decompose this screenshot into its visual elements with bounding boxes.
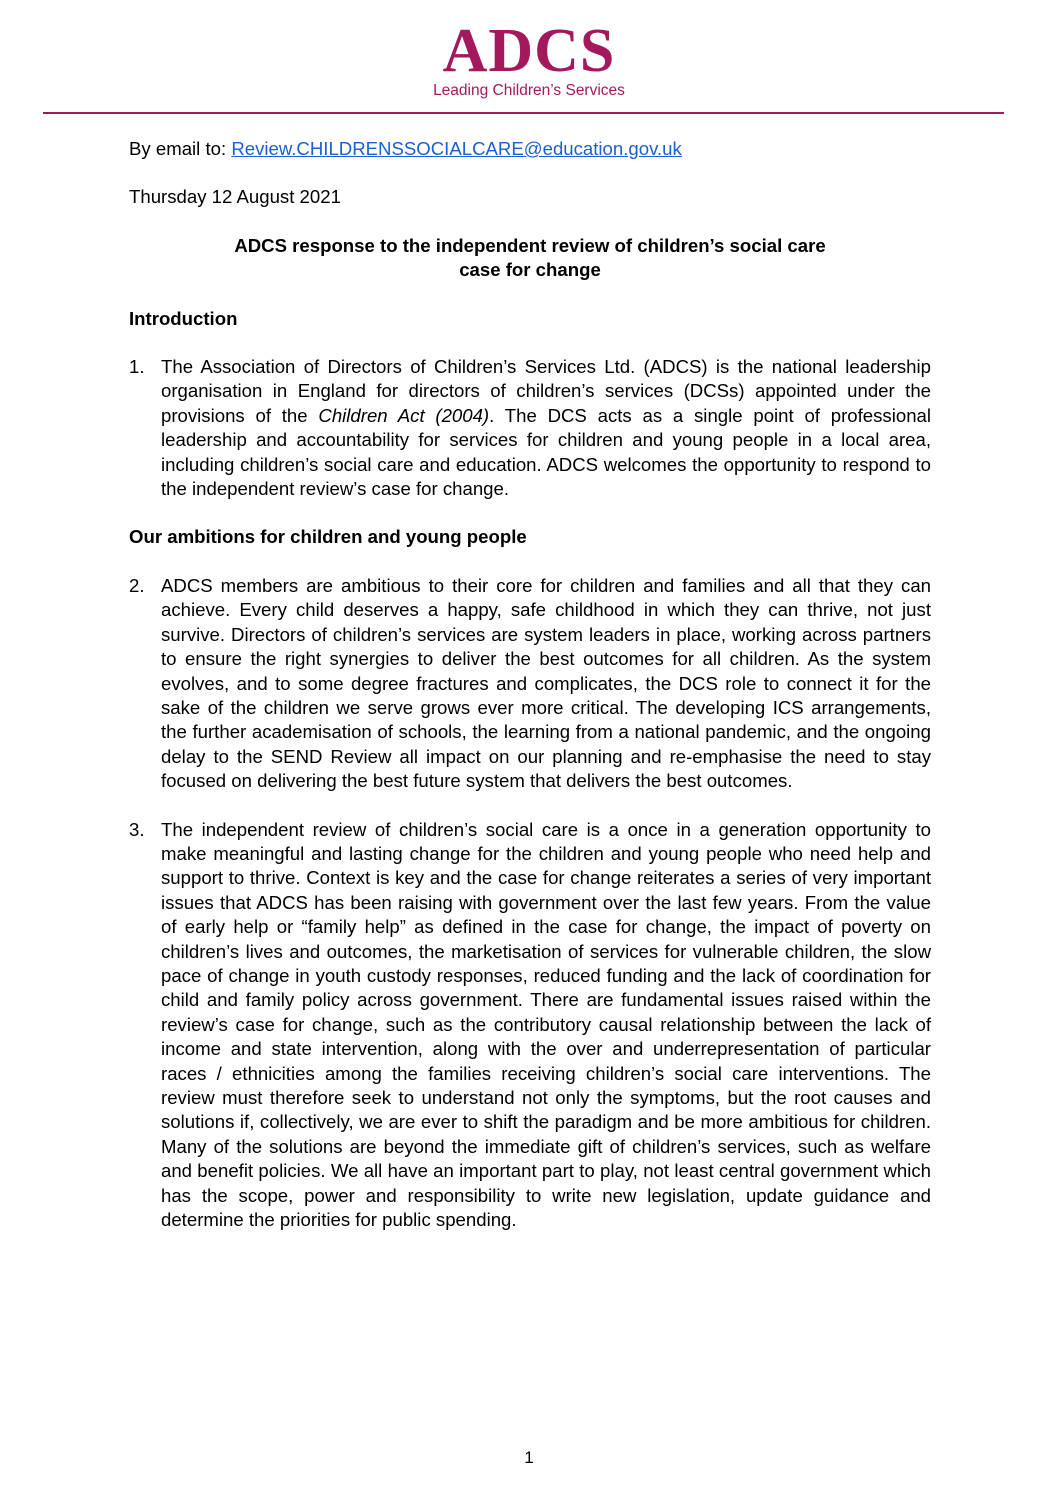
paragraph-text: ADCS members are ambitious to their core for children and families and all that they can achieve. Every child deserves a happy, safe childhood in which they can thrive, not just survive. Directors of children’s services are system leaders in place, working across partners to ensure the right synergies to deliver the best outcomes for all children. As the system evolves, and to some degree fractures and complicates, the DCS role to connect it for the sake of the children we serve grows ever more critical. The developing ICS arrangements, the further academisation of schools, the learning from a national pandemic, and the ongoing delay to the SEND Review all impact on our planning and re-emphasise the need to stay focused on delivering the best future system that delivers the best outcomes. [161, 574, 931, 792]
title-line-1: ADCS response to the independent review of children’s social care [234, 234, 826, 256]
ambitions-heading: Our ambitions for children and young people [129, 526, 527, 548]
email-link[interactable]: Review.CHILDRENSSOCIALCARE@education.gov.uk [231, 138, 682, 159]
header-divider [43, 112, 1004, 114]
email-prefix: By email to: [129, 138, 232, 159]
adcs-logo [0, 18, 1058, 100]
letter-date: Thursday 12 August 2021 [129, 186, 341, 208]
paragraph-number: 3. [129, 818, 145, 840]
document-title [129, 234, 931, 283]
page-number: 1 [524, 1448, 534, 1467]
title-line-2: case for change [459, 259, 601, 281]
numbered-paragraph-3 [129, 818, 931, 1233]
act-citation: Children Act (2004) [318, 404, 490, 426]
paragraph-number: 2. [129, 574, 145, 596]
paragraph-text: The independent review of children’s social care is a once in a generation opportunity to make meaningful and lasting change for the children and young people who need help and support to thrive. Context is key and the case for change reiterates a series of very important issues that ADCS has been raising with government over the last few years. From the value of early help or “family help” as defined in the case for change, the impact of poverty on children’s lives and outcomes, the marketisation of services for vulnerable children, the slow pace of change in youth custody responses, reduced funding and the lack of coordination for child and family policy across government. There are fundamental issues raised within the review’s case for change, such as the contributory causal relationship between the lack of income and state intervention, along with the over and underrepresentation of particular races / ethnicities among the families receiving children’s social care interventions. The review must therefore seek to understand not only the symptoms, but the root causes and solutions if, collectively, we are ever to shift the paradigm and be more ambitious for children. Many of the solutions are beyond the immediate gift of children’s services, such as welfare and benefit policies. We all have an important part to play, not least central government which has the scope, power and responsibility to write new legislation, update guidance and determine the priorities for public spending. [161, 818, 931, 1231]
paragraph-text [161, 355, 931, 501]
letter-body [129, 137, 931, 1256]
paragraph-text-part: The Association of Directors of Children’s Services Ltd. (ADCS) is the national leadership organisation in England for directors of children’s services (DCSs) appointed under the provisions of the [161, 356, 931, 426]
email-line [129, 137, 931, 161]
paragraph-number: 1. [129, 356, 145, 378]
paragraph-text-part: . The DCS acts as a single point of professional leadership and accountability for services for children and young people in a local area, including children’s social care and education. ADCS welcomes the opportunity to respond to the independent review’s case for change. [161, 404, 932, 500]
logo-wordmark: ADCS [442, 17, 616, 85]
numbered-paragraph-1 [129, 355, 931, 501]
numbered-paragraph-2 [129, 574, 931, 794]
logo-tagline: Leading Children’s Services [433, 82, 625, 99]
introduction-heading: Introduction [129, 307, 238, 329]
